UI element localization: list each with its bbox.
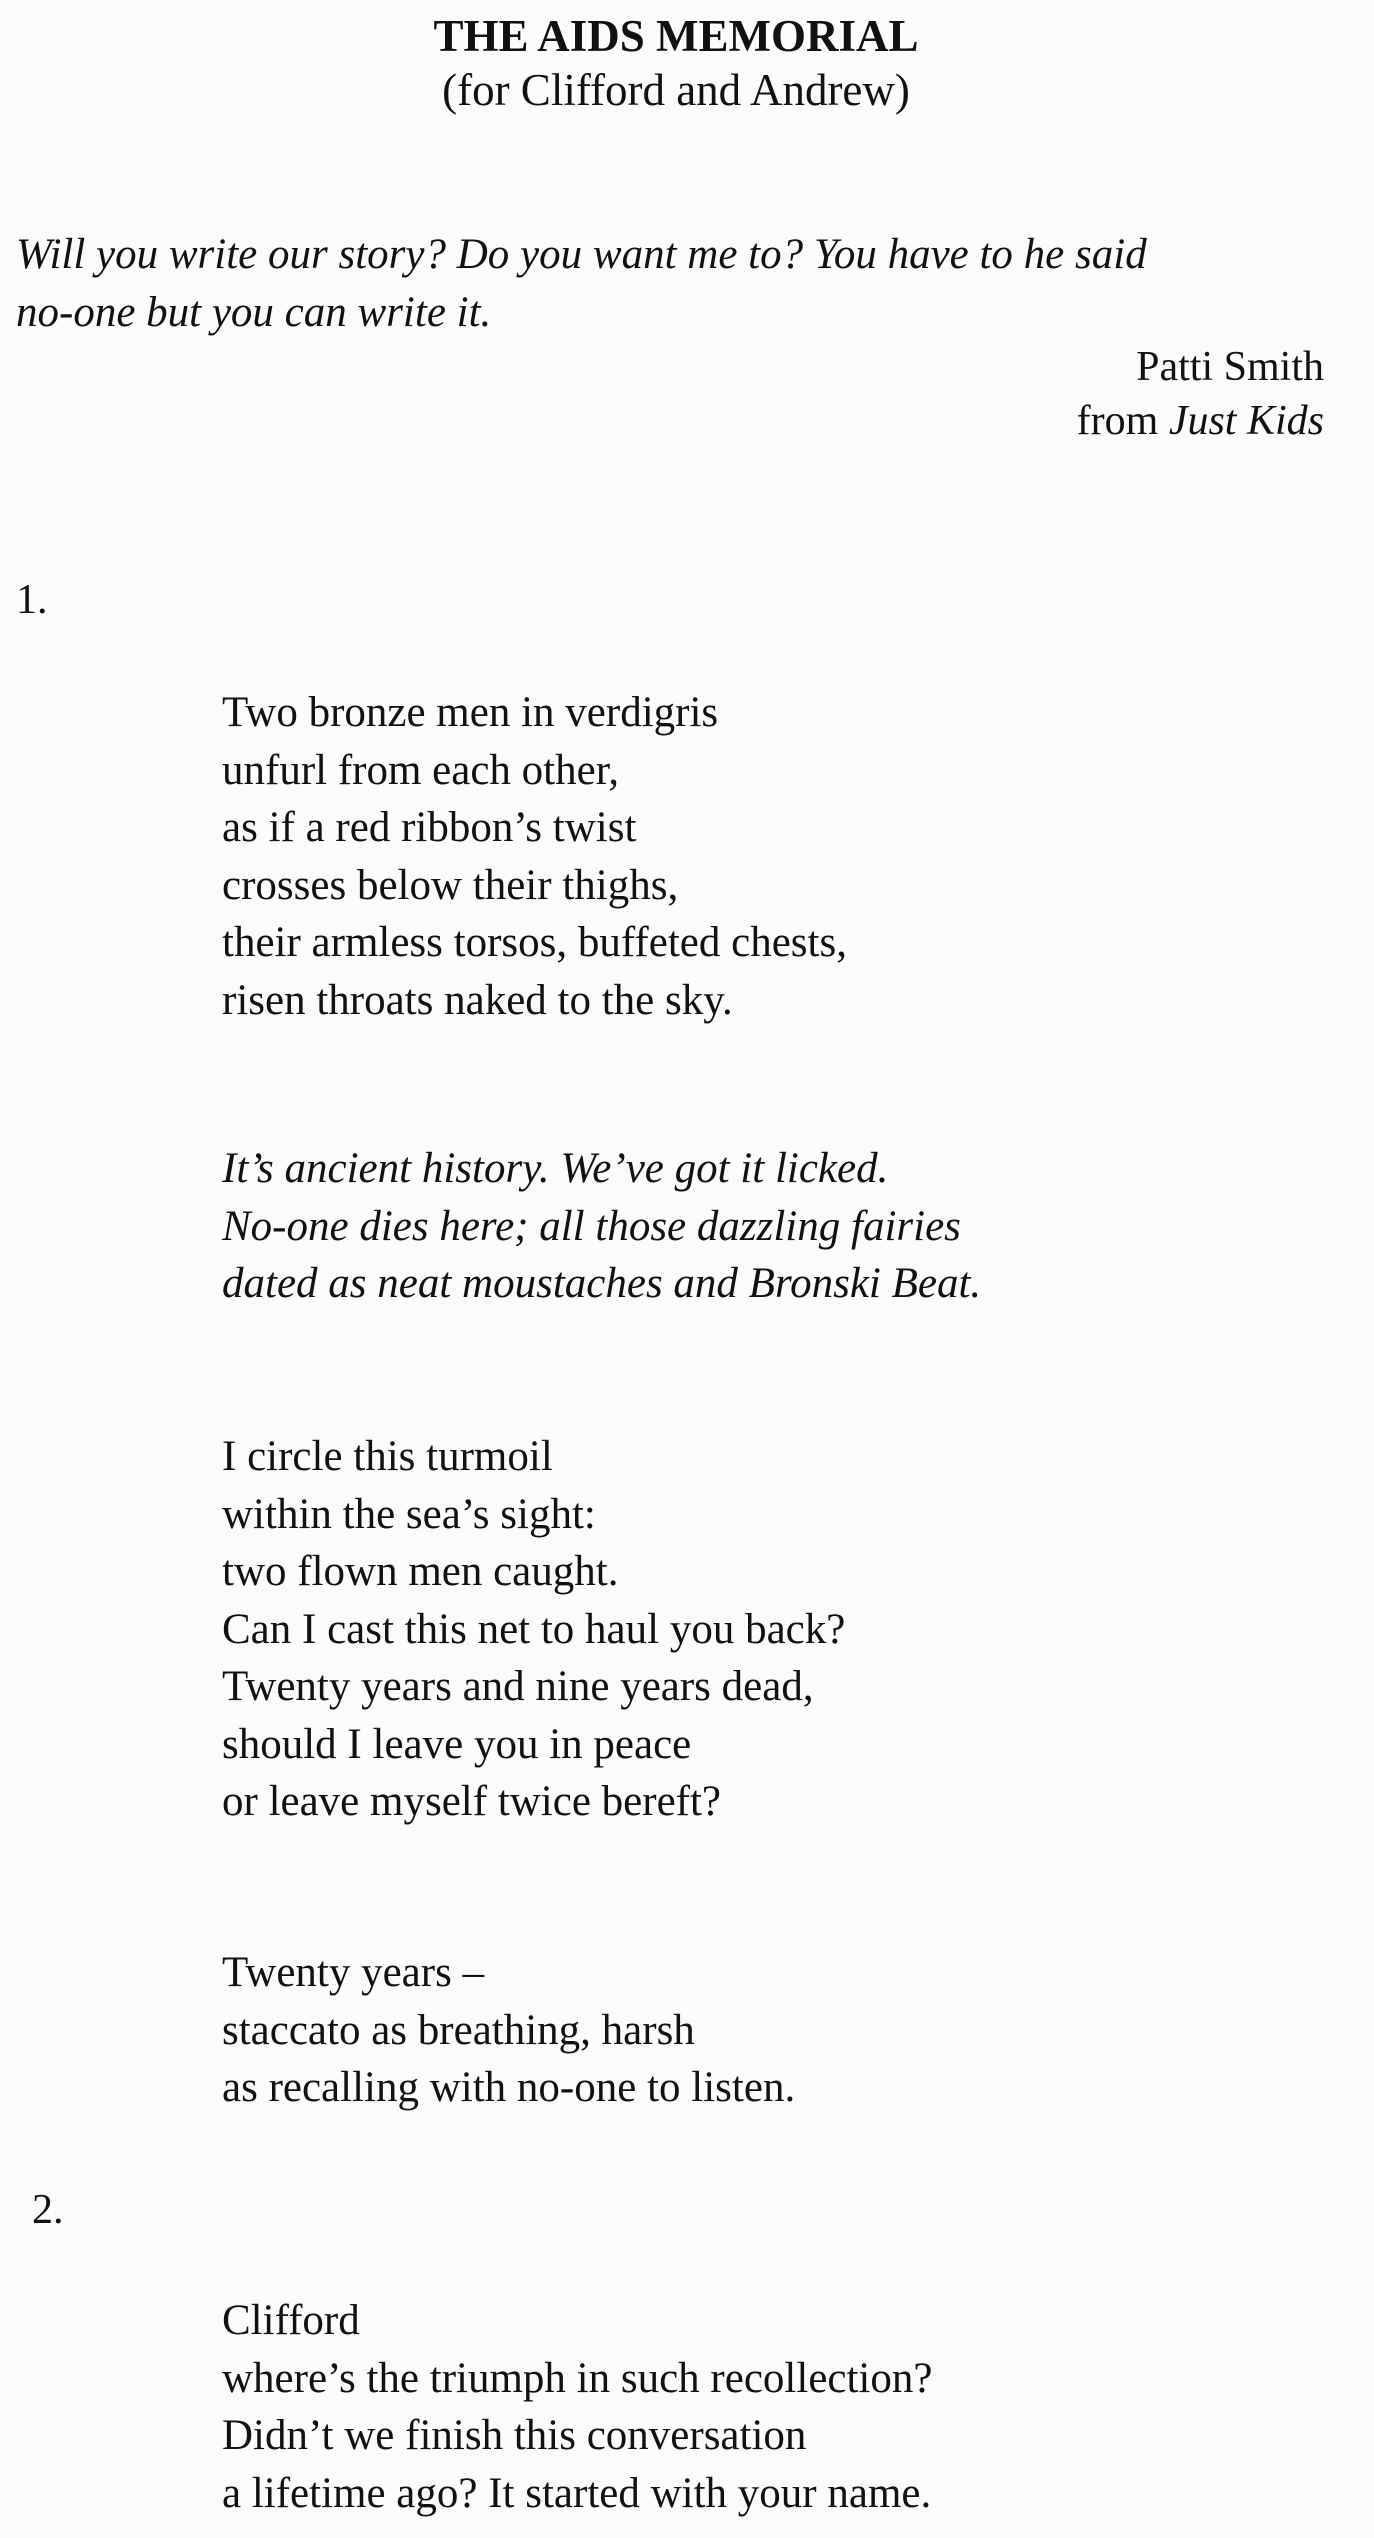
poem-line: Clifford: [222, 2297, 360, 2344]
epigraph-source-prefix: from: [1076, 398, 1169, 444]
poem-line: staccato as breathing, harsh: [222, 2006, 695, 2054]
poem-line: their armless torsos, buffeted chests,: [222, 919, 847, 966]
poem-line: Twenty years –: [222, 1949, 485, 1996]
poem-line: Can I cast this net to haul you back?: [222, 1605, 846, 1653]
poem-line: Didn’t we finish this conversation: [222, 2412, 807, 2459]
poem-line: dated as neat moustaches and Bronski Beat.: [222, 1260, 982, 1307]
epigraph-line: no-one but you can write it.: [16, 289, 492, 336]
poem-line: unfurl from each other,: [222, 746, 620, 794]
poem-line: as if a red ribbon’s twist: [222, 804, 637, 851]
poem-line: should I leave you in peace: [222, 1720, 692, 1768]
stanza-italic: [222, 1140, 981, 1313]
epigraph-source-title: Just Kids: [1168, 398, 1324, 444]
poem-line: crosses below their thighs,: [222, 861, 679, 909]
section-number: 1.: [16, 577, 48, 623]
poem-line: as recalling with no-one to listen.: [222, 2064, 796, 2111]
poem-line: Two bronze men in verdigris: [222, 689, 719, 736]
poem-line: I circle this turmoil: [222, 1433, 553, 1480]
stanza: [222, 2292, 932, 2522]
poem-line: No-one dies here; all those dazzling fairies: [222, 1202, 961, 1250]
poem-line: or leave myself twice bereft?: [222, 1778, 722, 1825]
poem-line: Twenty years and nine years dead,: [222, 1663, 814, 1710]
epigraph-line: Will you write our story? Do you want me to? You have to he said: [16, 231, 1147, 278]
stanza: [222, 684, 847, 1029]
poem-line: It’s ancient history. We’ve got it licked.: [222, 1145, 889, 1192]
poem-title: THE AIDS MEMORIAL: [433, 11, 919, 61]
epigraph-quote: [16, 226, 1356, 342]
section-number: 2.: [32, 2187, 64, 2233]
poem-line: risen throats naked to the sky.: [222, 976, 733, 1024]
poem-line: where’s the triumph in such recollection?: [222, 2354, 933, 2402]
stanza: [222, 1944, 795, 2117]
epigraph-source: [1077, 394, 1324, 448]
stanza: [222, 1428, 845, 1831]
poem-line: two flown men caught.: [222, 1548, 619, 1595]
poem-dedication: (for Clifford and Andrew): [442, 65, 910, 115]
epigraph-author: Patti Smith: [1136, 344, 1324, 390]
poem-line: a lifetime ago? It started with your name.: [222, 2469, 932, 2517]
epigraph-attribution: [1077, 340, 1324, 448]
poem-line: within the sea’s sight:: [222, 1490, 596, 1538]
